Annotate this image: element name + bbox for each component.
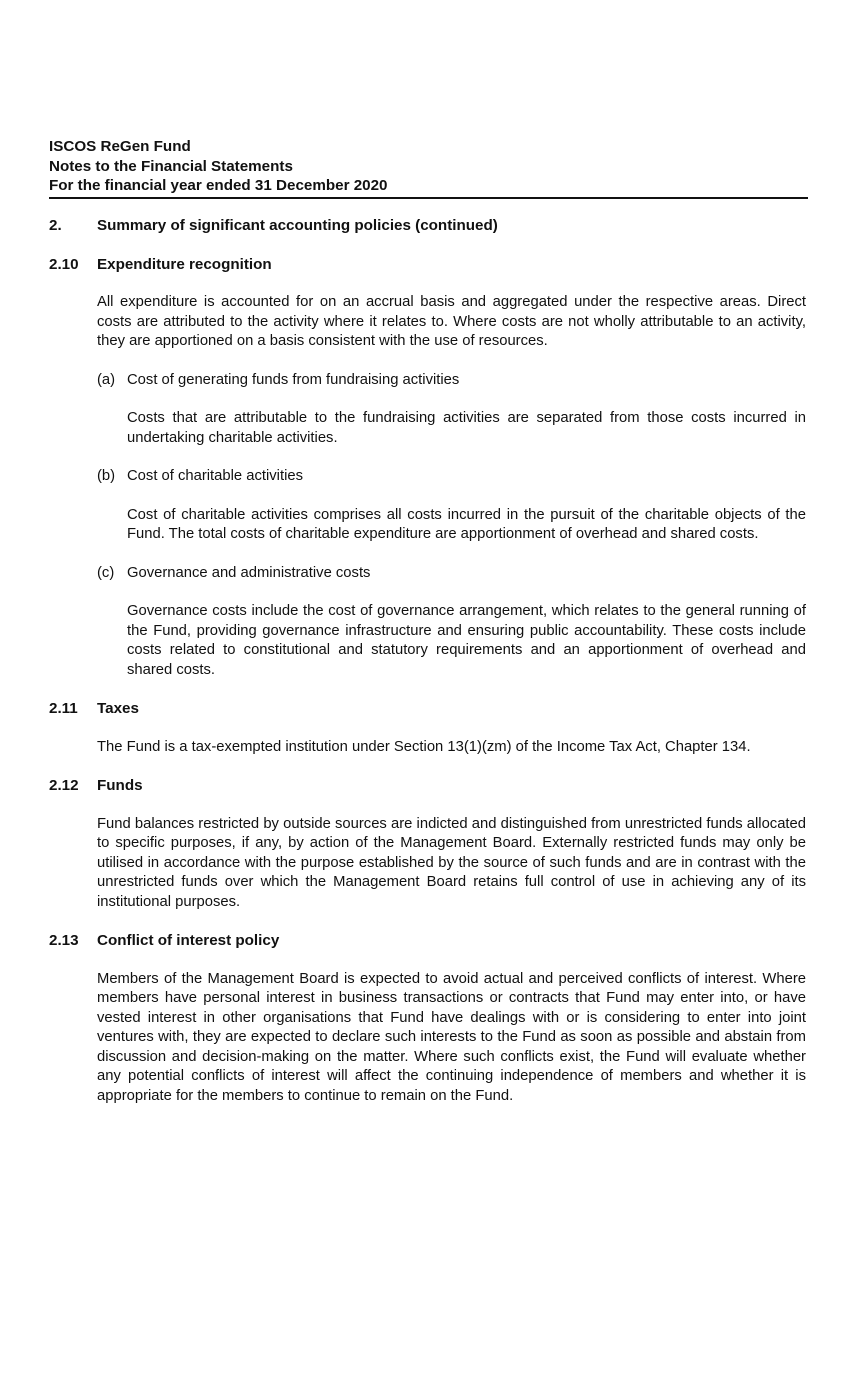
note-2-11-text: The Fund is a tax-exempted institution under Section 13(1)(zm) of the Income Tax Act, Chapter 134. — [97, 738, 751, 755]
note-title: Funds — [97, 777, 143, 794]
note-2-12-text: Fund balances restricted by outside sources are indicted and distinguished from unrestricted funds allocated to specific purposes, if any, by action of the Management Board. Externally restricted funds may only be utilised in accordance with the purpose established by the source of such funds and are in contrast with the unrestricted funds over which the Management Board retains full control of use in achieving any of its institutional purposes. — [97, 815, 806, 910]
sub-item-title: Cost of charitable activities — [127, 468, 303, 484]
sub-item-b-text: Cost of charitable activities comprises all costs incurred in the pursuit of the charitable objects of the Fund. The total costs of charitable expenditure are apportionment of overhead and shared costs. — [127, 506, 806, 542]
sub-item-b-heading — [97, 467, 806, 487]
section-heading — [49, 216, 806, 236]
reporting-period: For the financial year ended 31 December 2020 — [49, 177, 388, 194]
note-title: Conflict of interest policy — [97, 932, 280, 949]
sub-item-letter: (a) — [97, 371, 116, 388]
note-number: 2.12 — [49, 777, 79, 794]
entity-name: ISCOS ReGen Fund — [49, 138, 191, 155]
document-title: Notes to the Financial Statements — [49, 157, 293, 175]
sub-item-a-text: Costs that are attributable to the fundraising activities are separated from those costs incurred in undertaking charitable activities. — [127, 410, 806, 446]
note-2-12-heading — [49, 776, 806, 796]
note-2-10-intro: All expenditure is accounted for on an accrual basis and aggregated under the respective areas. Direct costs are attributed to the activity where it relates to. Where costs are not wholly attributable to an activity, they are apportioned on a basis consistent with the use of resources. — [97, 294, 806, 349]
section-title: Summary of significant accounting policies (continued) — [97, 217, 498, 234]
note-number: 2.13 — [49, 932, 79, 949]
section-number: 2. — [49, 217, 62, 234]
sub-item-title: Governance and administrative costs — [127, 564, 371, 581]
note-title: Taxes — [97, 700, 139, 717]
note-2-13-text: Members of the Management Board is expected to avoid actual and perceived conflicts of interest. Where members have personal interest in business transactions or contracts that Fund may enter into, or have vested interest in other organisations that Fund have dealings with or is considering to enter into joint ventures with, they are expected to declare such interests to the Fund as soon as possible and abstain from discussion and decision-making on the matter. Where such conflicts exist, the Fund will evaluate whether any potential conflicts of interest will affect the continuing independence of members and whether it is appropriate for the members to continue to remain on the Fund. — [97, 970, 806, 1104]
note-number: 2.11 — [49, 700, 78, 717]
note-title: Expenditure recognition — [97, 255, 272, 273]
sub-item-letter: (b) — [97, 468, 116, 484]
sub-item-a-heading — [97, 371, 806, 391]
note-number: 2.10 — [49, 255, 79, 273]
note-2-11-heading — [49, 699, 806, 719]
note-2-13-heading — [49, 931, 806, 951]
document-header — [49, 137, 808, 199]
sub-item-c-text: Governance costs include the cost of governance arrangement, which relates to the general running of the Fund, providing governance infrastructure and ensuring public accountability. These costs include costs related to constitutional and statutory requirements and an apportionment of overhead and shared costs. — [127, 603, 806, 678]
sub-item-title: Cost of generating funds from fundraising activities — [127, 371, 460, 388]
sub-item-c-heading — [97, 564, 806, 584]
document-body — [49, 216, 806, 1125]
sub-item-letter: (c) — [97, 564, 115, 581]
note-2-10-heading — [49, 255, 806, 275]
